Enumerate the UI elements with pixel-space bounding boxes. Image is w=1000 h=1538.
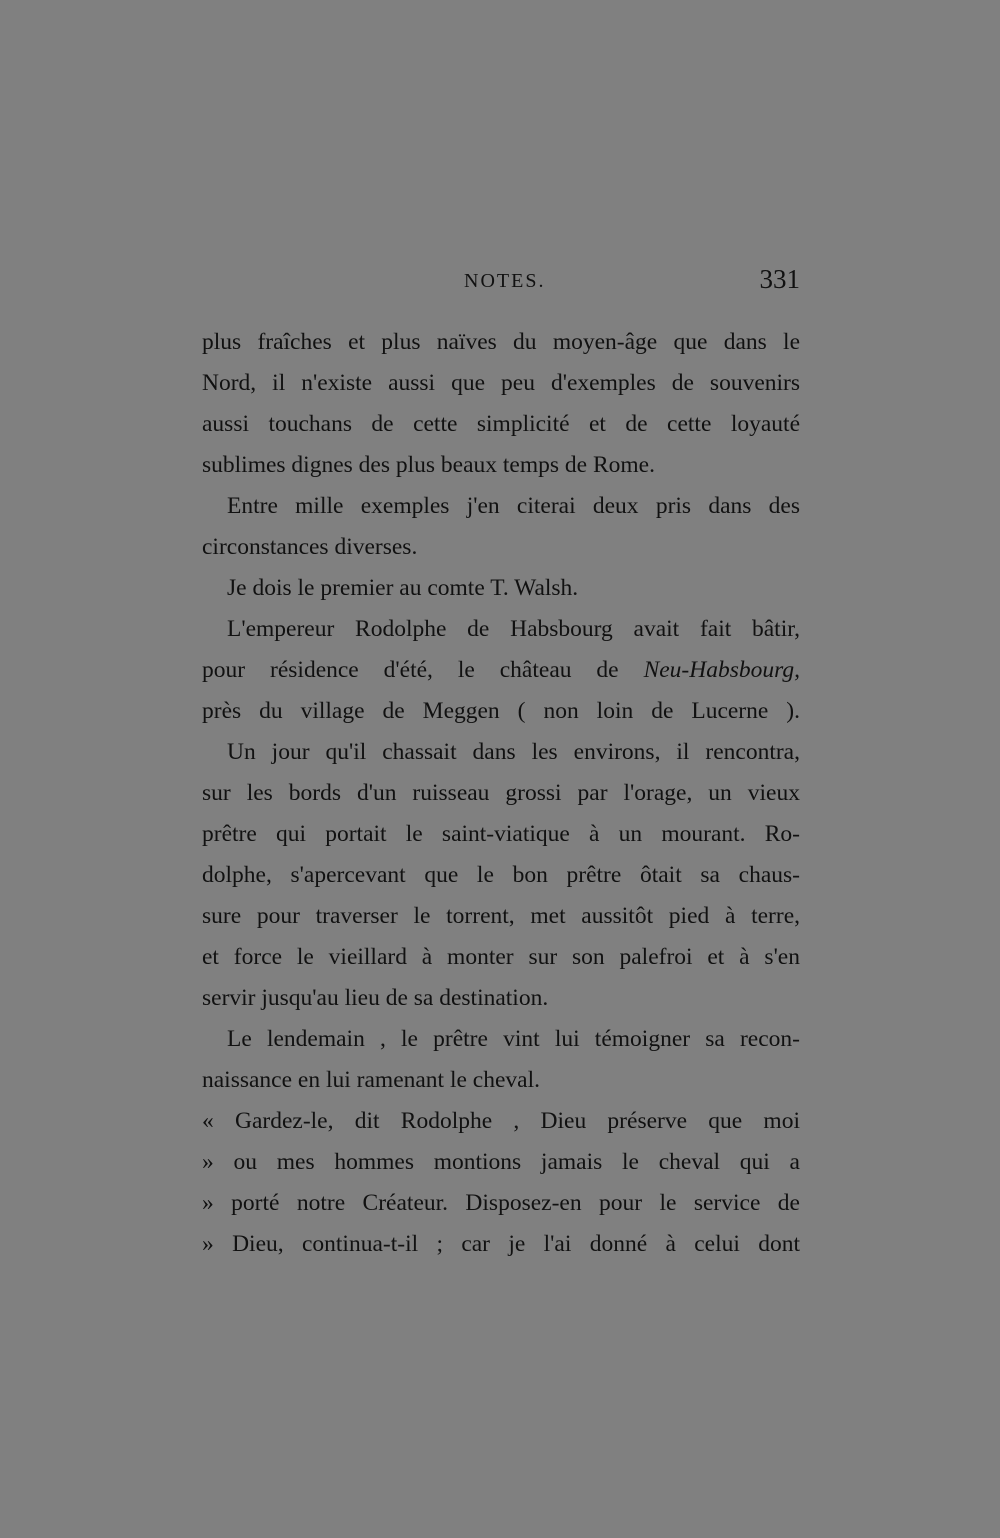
text-line: Nord, il n'existe aussi que peu d'exemples de souvenirs (202, 370, 800, 396)
text-line: plus fraîches et plus naïves du moyen-âge que dans le (202, 329, 800, 355)
text-line: aussi touchans de cette simplicité et de cette loyauté (202, 411, 800, 437)
text-line: « Gardez-le, dit Rodolphe , Dieu préserve que moi (202, 1108, 800, 1134)
text-line: circonstances diverses. (202, 534, 418, 560)
text-line: et force le vieillard à monter sur son palefroi et à s'en (202, 944, 800, 970)
text-line: près du village de Meggen ( non loin de Lucerne ). (202, 698, 800, 724)
text-segment: pour résidence d'été, le château de (202, 657, 619, 683)
body-text (202, 322, 800, 1265)
page-header (202, 264, 800, 304)
text-line: servir jusqu'au lieu de sa destination. (202, 985, 549, 1011)
text-line: dolphe, s'apercevant que le bon prêtre ôtait sa chaus- (202, 862, 800, 888)
text-line: » Dieu, continua-t-il ; car je l'ai donné à celui dont (202, 1231, 800, 1257)
text-line: » porté notre Créateur. Disposez-en pour le service de (202, 1190, 800, 1216)
page-number: 331 (759, 264, 800, 294)
text-line-with-italic (202, 650, 800, 691)
text-line: Le lendemain , le prêtre vint lui témoigner sa recon- (227, 1026, 800, 1052)
text-line: Je dois le premier au comte T. Walsh. (227, 575, 579, 601)
text-line: » ou mes hommes montions jamais le cheval qui a (202, 1149, 800, 1175)
text-line: sublimes dignes des plus beaux temps de Rome. (202, 452, 655, 478)
text-line: sure pour traverser le torrent, met aussitôt pied à terre, (202, 903, 800, 929)
text-line: Entre mille exemples j'en citerai deux pris dans des (227, 493, 800, 519)
running-title: NOTES. (464, 270, 546, 292)
text-line: Un jour qu'il chassait dans les environs, il rencontra, (227, 739, 800, 765)
italic-place-name: Neu-Habsbourg, (643, 657, 801, 683)
text-line: sur les bords d'un ruisseau grossi par l'orage, un vieux (202, 780, 800, 806)
text-line: L'empereur Rodolphe de Habsbourg avait fait bâtir, (227, 616, 800, 642)
text-line: naissance en lui ramenant le cheval. (202, 1067, 540, 1093)
text-line: prêtre qui portait le saint-viatique à un mourant. Ro- (202, 821, 800, 847)
